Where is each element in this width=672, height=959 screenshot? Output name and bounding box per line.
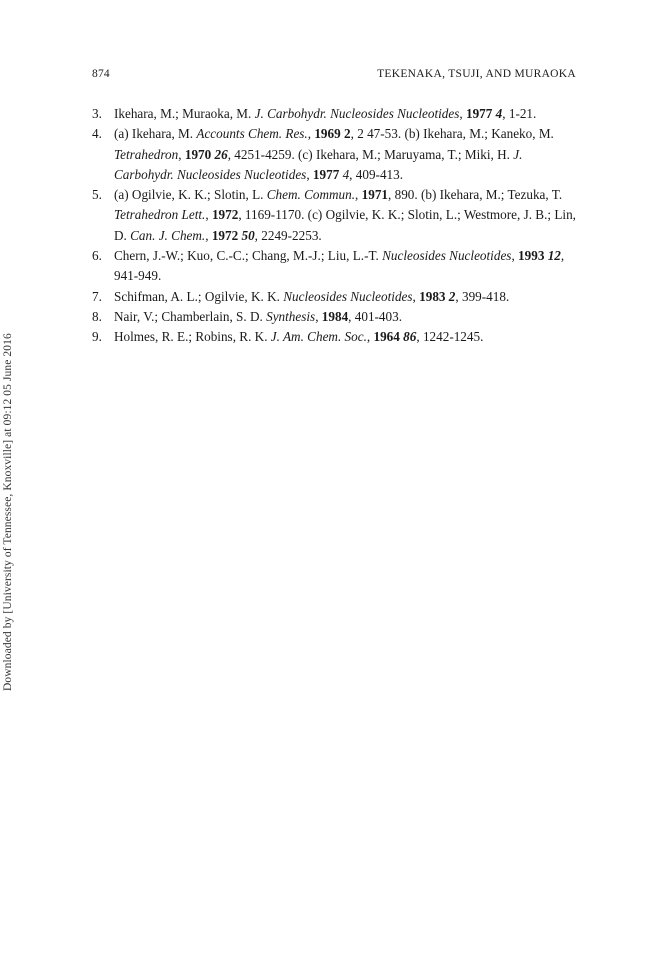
reference-text-segment: 26 [214, 146, 228, 162]
reference-text-segment: , [178, 146, 185, 162]
reference-text-segment: 1972 [211, 227, 239, 243]
reference-number: 9. [92, 329, 102, 345]
download-watermark: Downloaded by [University of Tennessee, Knoxville] at 09:12 05 June 2016 [2, 333, 14, 691]
reference-text-segment: 2 [448, 288, 456, 304]
reference-text-segment: Ikehara, M.; Muraoka, M. [114, 106, 255, 121]
reference-text-segment: , 409-413. [349, 166, 404, 182]
reference-text-segment: 1977 [465, 106, 493, 121]
reference-text-segment: Tetrahedron Lett. [114, 207, 206, 223]
reference-text-segment: , 1242-1245. [416, 329, 484, 345]
reference-text-segment: , 941-949. [114, 248, 565, 284]
reference-item [92, 307, 578, 327]
reference-text-segment: , [306, 166, 313, 182]
reference-text-segment: (a) Ikehara, M. [114, 126, 197, 142]
reference-text-segment: 50 [241, 227, 255, 243]
reference-text-segment: Chem. Commun. [266, 187, 356, 203]
reference-text-segment: , [205, 207, 212, 223]
reference-text-segment: 1969 [314, 126, 341, 142]
reference-text-segment: , [355, 187, 362, 203]
reference-text-segment: , [412, 288, 420, 304]
reference-text-segment: 1972 [211, 207, 239, 223]
reference-list [92, 104, 578, 348]
reference-item [92, 185, 578, 246]
reference-text-segment: , 1169-1170. (c) Ogilvie, K. K.; Slotin, L.; Westmore, J. B.; Lin, D. [114, 207, 576, 243]
reference-text-segment: J. Carbohydr. Nucleosides Nucleotides [254, 106, 460, 121]
reference-text-segment: , 890. (b) Ikehara, M.; Tezuka, T. [388, 187, 563, 203]
reference-number: 6. [92, 248, 102, 264]
reference-text-segment: 1970 [184, 146, 212, 162]
reference-text-segment: Tetrahedron [114, 146, 179, 162]
reference-text-segment: , 4251-4259. (c) Ikehara, M.; Maruyama, T.; Miki, H. [227, 146, 514, 162]
reference-text-segment: Nair, V.; Chamberlain, S. D. [114, 308, 267, 324]
reference-text-segment: Synthesis [266, 308, 316, 324]
reference-item [92, 287, 578, 307]
reference-text-segment: Chern, J.-W.; Kuo, C.-C.; Chang, M.-J.; Liu, L.-T. [114, 248, 383, 264]
reference-text-segment: 1983 [419, 288, 446, 304]
reference-text-segment: 1984 [321, 308, 349, 324]
reference-text-segment: 1971 [361, 187, 389, 203]
reference-text-segment: Nucleosides Nucleotides [382, 248, 512, 264]
reference-text-segment: 4 [495, 106, 503, 121]
reference-item [92, 327, 578, 347]
reference-text-segment: 1964 [373, 329, 400, 345]
reference-text-segment: , 2 47-53. (b) Ikehara, M.; Kaneko, M. [350, 126, 554, 142]
reference-text-segment: J. Am. Chem. Soc. [270, 329, 367, 345]
reference-text-segment: J. Carbohydr. Nucleosides Nucleotides [114, 146, 523, 182]
reference-text-segment: , [366, 329, 374, 345]
reference-text-segment: , [315, 308, 322, 324]
reference-text-segment: , [459, 106, 466, 121]
reference-text-segment: , 399-418. [455, 288, 510, 304]
reference-text-segment: 12 [547, 248, 561, 264]
reference-text-segment: , 401-403. [348, 308, 403, 324]
reference-number: 8. [92, 308, 102, 324]
reference-number: 4. [92, 126, 102, 142]
reference-text-segment: (a) Ogilvie, K. K.; Slotin, L. [114, 187, 267, 203]
reference-text-segment: Can. J. Chem. [130, 227, 206, 243]
reference-text-segment: Nucleosides Nucleotides [283, 288, 413, 304]
reference-text-segment: 4 [342, 166, 350, 182]
reference-text-segment: , 2249-2253. [254, 227, 322, 243]
reference-text-segment: Schifman, A. L.; Ogilvie, K. K. [114, 288, 284, 304]
reference-text-segment: , [205, 227, 212, 243]
reference-item [92, 124, 578, 185]
page-number: 874 [92, 68, 110, 80]
reference-number: 5. [92, 187, 102, 203]
running-head: TEKENAKA, TSUJI, AND MURAOKA [377, 68, 576, 80]
reference-text-segment: , 1-21. [502, 106, 537, 121]
reference-text-segment: , [307, 126, 315, 142]
reference-text-segment: Accounts Chem. Res. [196, 126, 308, 142]
reference-text-segment: Holmes, R. E.; Robins, R. K. [114, 329, 271, 345]
reference-item [92, 104, 578, 124]
reference-item [92, 246, 578, 287]
reference-number: 7. [92, 288, 102, 304]
reference-text-segment: 1993 [518, 248, 545, 264]
reference-text-segment: 1977 [312, 166, 340, 182]
reference-text-segment: 2 [344, 126, 351, 142]
reference-text-segment: , [511, 248, 519, 264]
reference-text-segment: 86 [403, 329, 417, 345]
reference-number: 3. [92, 106, 102, 121]
